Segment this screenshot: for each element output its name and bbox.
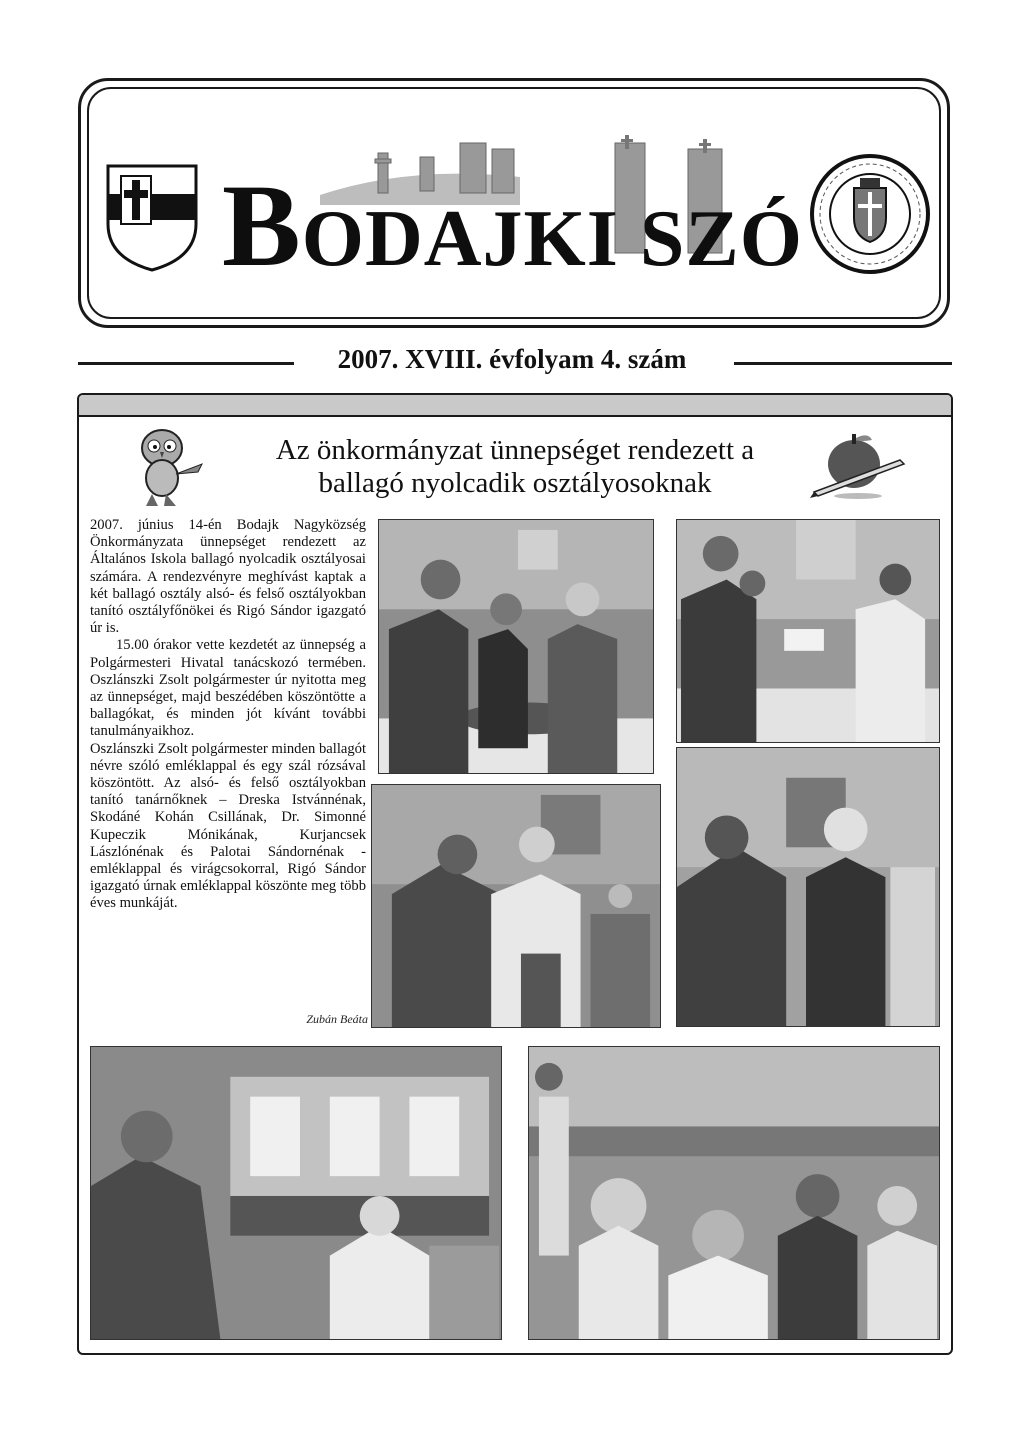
apple-and-pencil-icon [808, 432, 908, 502]
frame-top-bar [79, 395, 951, 417]
article-author: Zubán Beáta [306, 1012, 368, 1026]
issue-line: 2007. XVIII. évfolyam 4. szám [337, 344, 687, 374]
photo-mayor [676, 747, 940, 1027]
owl-mascot-icon [132, 422, 204, 508]
photo-audience [528, 1046, 940, 1340]
masthead-title [222, 158, 803, 294]
coat-of-arms-icon [104, 162, 200, 274]
article-paragraph-2: 15.00 órakor vette kezdetét az ünnepség a Polgármesteri Hivatal tanácskozó termében. Oszlánszki Zsolt polgármester úr nyitotta meg az ünnepséget, majd beszédében köszöntötte a ballagókat, és minden jót kívánt további tanulmányaikhoz. [90, 637, 366, 740]
photo-woman-receiving [371, 784, 661, 1028]
issue-rule-right [734, 362, 952, 365]
photo-handshake [378, 519, 654, 774]
photo-certificate [676, 519, 940, 743]
article-body [90, 517, 366, 1031]
masthead-title-rest: ODAJKI SZÓ [301, 195, 803, 283]
issue-rule-left [78, 362, 294, 365]
photo-hall-speech [90, 1046, 502, 1340]
town-seal-icon [808, 152, 932, 276]
article-headline: Az önkormányzat ünnepséget rendezett a ballagó nyolcadik osztályosoknak [275, 434, 755, 499]
masthead-title-initial: B [222, 160, 302, 291]
article-paragraph-3: Oszlánszki Zsolt polgármester minden ballagót névre szóló emléklappal és egy szál rózsával köszöntött. Az alsó- és felső osztályokban tanító tanárnőknek – Dreska Istvánnénak, Skodáné Kohán Csillának, Dr. Simonné Kupeczik Mónikának, Kurjancsek Lászlónénak és Palotai Sándornénak - emléklappal és virágcsokorral, Rigó Sándor igazgató úrnak emléklappal köszönte meg több éves munkáját. [90, 740, 366, 912]
article-paragraph-1: 2007. június 14-én Bodajk Nagyközség Önkormányzata ünnepséget rendezett az Általános Iskola ballagó nyolcadik osztályosai számára. A rendezvényre meghívást kaptak a két ballagó osztály alsó- és felső osztályokban tanító osztályfőnökei és Rigó Sándor igazgató úr is. [90, 517, 366, 637]
